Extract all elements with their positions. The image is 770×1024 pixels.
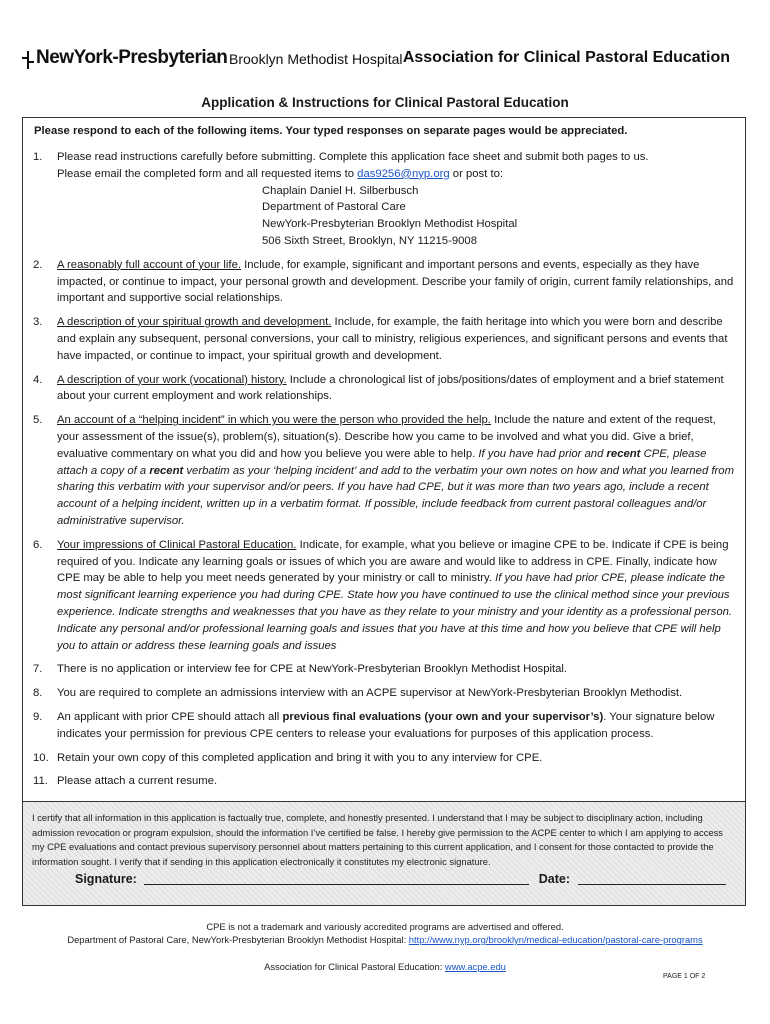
item-text: Retain your own copy of this completed application and bring it with you to any interview for CPE. [57, 751, 543, 764]
list-item-2 [33, 257, 738, 307]
signature-label: Signature: [75, 872, 137, 886]
item-text: or post to: [449, 167, 504, 180]
footer-acpe [0, 961, 770, 972]
certification-section [23, 801, 745, 905]
item-text: An applicant with prior CPE should attach all [57, 710, 283, 723]
signature-row [75, 872, 726, 886]
email-link[interactable]: das9256@nyp.org [357, 167, 450, 180]
item-heading: A reasonably full account of your life. [57, 258, 241, 271]
item-text: Please read instructions carefully before submitting. Complete this application face sheet and submit both pages to us. [57, 151, 649, 163]
page-number: PAGE 1 OF 2 [663, 973, 706, 980]
footer-disclaimer: CPE is not a trademark and variously accredited programs are advertised and offered. [206, 921, 564, 932]
item-text: Include, for example, the faith heritage into which you were born and describe and explain any subsequent, personal conversions, your call to ministry, religious experiences, and significant persons and events that have impacted, or continue to impact, your spiritual growth and development. [57, 316, 728, 362]
address-line: Department of Pastoral Care [262, 201, 406, 214]
date-field[interactable] [578, 884, 726, 885]
list-item-1 [33, 149, 738, 250]
item-heading: An account of a “helping incident” in which you were the person who provided the help. [57, 414, 491, 427]
item-text: You are required to complete an admissions interview with an ACPE supervisor at NewYork-Presbyterian Brooklyn Methodist. [57, 687, 683, 700]
item-text: There is no application or interview fee for CPE at NewYork-Presbyterian Brooklyn Methodist Hospital. [57, 663, 568, 676]
list-item-7 [33, 661, 738, 678]
list-item-4 [33, 372, 738, 406]
item-number: 9. [33, 710, 43, 723]
item-number: 1. [33, 151, 43, 163]
page-footer [0, 920, 770, 946]
logo-name: NewYork-Presbyterian [36, 47, 228, 68]
footer-acpe-text: Association for Clinical Pastoral Education: [264, 961, 445, 972]
list-item-5 [33, 412, 738, 530]
page-title: Application & Instructions for Clinical Pastoral Education [201, 95, 569, 110]
item-text: Include the nature and extent of the request, your assessment of the issue(s), problem(s), situation(s). Describe how you came to be involved and what you did. Give a brief, evaluative commentary on what you did and how you believe you were able to help. [57, 414, 716, 460]
mailing-address [57, 183, 738, 250]
signature-field[interactable] [144, 884, 529, 885]
item-heading: A description of your spiritual growth and development. [57, 316, 332, 329]
logo-subtitle: Brooklyn Methodist Hospital [229, 51, 403, 67]
instructions-box [22, 117, 746, 906]
item-number: 3. [33, 316, 43, 329]
list-item-10 [33, 750, 738, 767]
item-number: 4. [33, 373, 43, 386]
item-heading: A description of your work (vocational) history. [57, 373, 287, 386]
address-line: NewYork-Presbyterian Brooklyn Methodist Hospital [262, 218, 518, 231]
item-text: Include, for example, significant and important persons and events, especially as they have impacted, or continue to impact, your personal growth and development. Describe your family of origin, current family relationships, and important and supportive social relationships. [57, 258, 734, 305]
date-label: Date: [538, 872, 571, 886]
footer-department-text: Department of Pastoral Care, NewYork-Presbyterian Brooklyn Methodist Hospital: [67, 934, 409, 945]
item-bold-text: previous final evaluations (your own and your supervisor’s) [282, 710, 604, 723]
association-name: Association for Clinical Pastoral Education [402, 49, 730, 66]
list-item-3 [33, 314, 738, 364]
item-italic-text: If you have had prior CPE, please indicate the most significant learning experience you had during CPE. State how you have continued to use the clinical method since your previous experience. Indicate strengths and weaknesses that you have as they relate to your ministry and your identity as a professional person. Indicate any personal and/or professional learning goals and issues that you have at this time and how you believe that CPE will help you to attain or address these learning goals and issues [57, 572, 733, 652]
list-item-8 [33, 685, 738, 702]
item-text: Please attach a current resume. [57, 775, 218, 788]
item-italic-text: If you have had prior and [478, 447, 607, 460]
item-text: Please email the completed form and all requested items to [57, 167, 355, 180]
certification-text: I certify that all information in this application is factually true, complete, and honestly presented. I understand that I may be subject to disciplinary action, including admission revocation or program expulsion, should the information I’ve certified be false. I hereby give permission to the ACPE center to which I am applying to access my CPE evaluations and contact previous supervisory personnel about matters pertaining to this current application, and I consent for those contacted to provide the information sought. I verify that if sending in this application electronically it constitutes my electronic signature. [32, 812, 723, 867]
item-text: Indicate, for example, what you believe or imagine CPE to be. Indicate if CPE is being required of you. Indicate any learning goals or issues of which you are aware and would like to address in CPE. Finally, indicate how CPE may be able to help you meet needs generated by your ministry or call to ministry. [57, 538, 729, 585]
pastoral-care-link[interactable]: http://www.nyp.org/brooklyn/medical-education/pastoral-care-programs [408, 934, 703, 945]
item-bold-text: recent [606, 447, 641, 460]
item-italic-text: CPE, please attach a copy of a [57, 447, 707, 477]
address-line: 506 Sixth Street, Brooklyn, NY 11215-9008 [262, 234, 477, 247]
item-number: 5. [33, 414, 43, 427]
item-number: 8. [33, 687, 43, 700]
item-number: 10. [33, 751, 49, 764]
item-text: . Your signature below indicates your permission for previous CPE centers to release your evaluations for purposes of this application process. [57, 710, 715, 740]
item-italic-text: verbatim as your ‘helping incident’ and add to the verbatim your own notes on how and what you learned from sharing this verbatim with your supervisor and/or peers. If you have had CPE, but it was more than two years ago, include a recent account of a helping incident, written up in a verbatim format. If possible, include feedback from current pastoral colleagues and/or administrative supervisor. [57, 464, 734, 527]
list-item-6 [33, 537, 738, 655]
address-line: Chaplain Daniel H. Silberbusch [262, 184, 419, 197]
intro-text: Please respond to each of the following items. Your typed responses on separate pages would be appreciated. [34, 125, 628, 137]
nyp-logo-icon [22, 51, 34, 69]
acpe-link[interactable]: www.acpe.edu [444, 961, 506, 972]
instruction-list [33, 149, 738, 797]
item-heading: Your impressions of Clinical Pastoral Education. [57, 538, 297, 551]
item-text: Include a chronological list of jobs/positions/dates of employment and a brief statement about your current employment and work relationships. [57, 373, 724, 403]
item-number: 2. [33, 258, 43, 271]
item-number: 6. [33, 538, 43, 551]
list-item-11 [33, 773, 738, 790]
list-item-9 [33, 709, 738, 743]
page-header [22, 44, 730, 74]
item-number: 7. [33, 663, 43, 676]
item-bold-text: recent [149, 464, 184, 477]
item-number: 11. [33, 775, 48, 788]
